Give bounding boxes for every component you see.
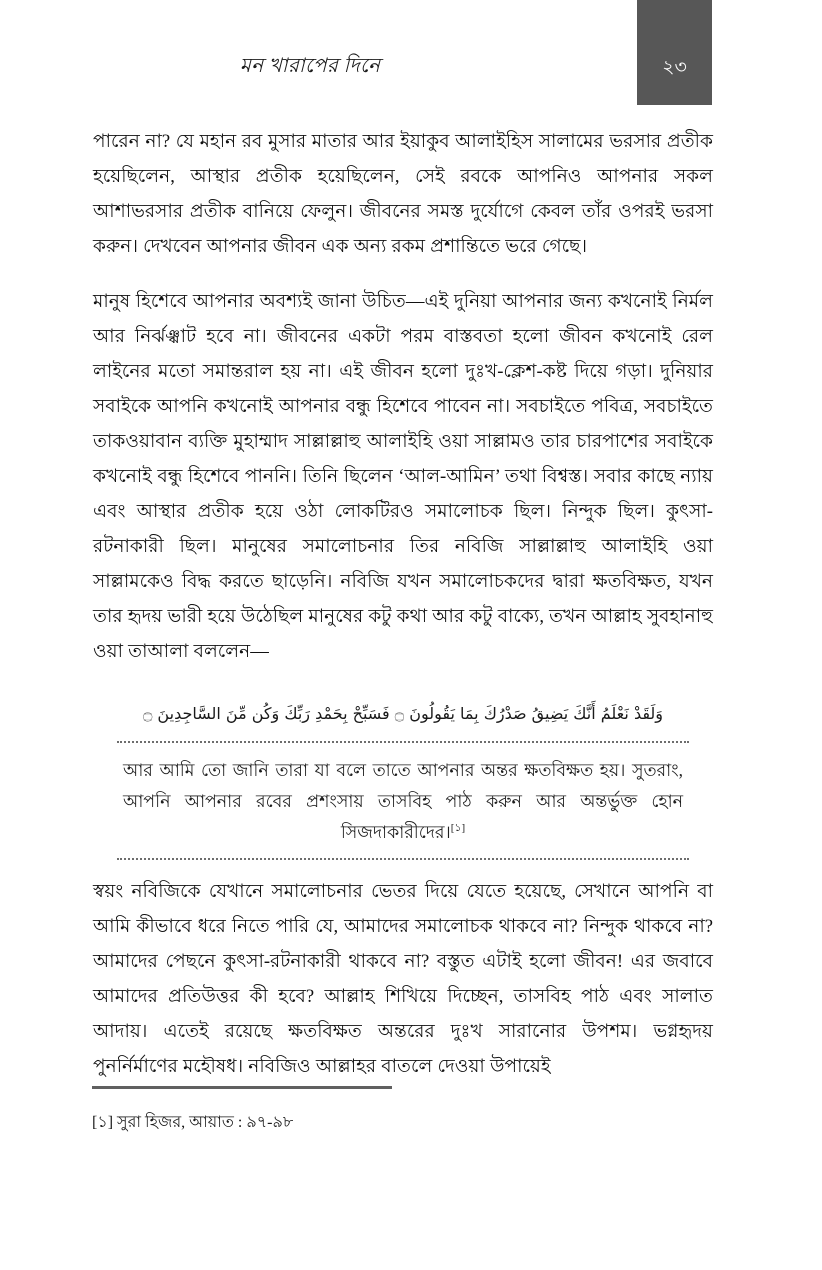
quote-translation-text: আর আমি তো জানি তারা যা বলে তাতে আপনার অন্তর ক্ষতবিক্ষত হয়। সুতরাং, আপনি আপনার রবের প্রশংসায় তাসবিহ পাঠ করুন আর অন্তর্ভুক্ত হোন সিজদাকারীদের।: [123, 760, 683, 842]
footnote-separator-rule: [92, 1086, 392, 1089]
body-paragraph-1: পারেন না? যে মহান রব মুসার মাতার আর ইয়াকুব আলাইহিস সালামের ভরসার প্রতীক হয়েছিলেন, আস্থার প্রতীক হয়েছিলেন, সেই রবকে আপনিও আপনার সকল আশাভরসার প্রতীক বানিয়ে ফেলুন। জীবনের সমস্ত দুর্যোগে কেবল তাঁর ওপরই ভরসা করুন। দেখবেন আপনার জীবন এক অন্য রকম প্রশান্তিতে ভরে গেছে।: [93, 131, 713, 257]
arabic-verse-text: وَلَقَدْ نَعْلَمُ أَنَّكَ يَضِيقُ صَدْرُكَ بِمَا يَقُولُونَ ۝ فَسَبِّحْ بِحَمْدِ رَبِّكَ وَكُن مِّنَ السَّاجِدِينَ ۝: [142, 704, 664, 723]
quote-bottom-divider: [117, 858, 689, 860]
page-content: [93, 124, 713, 1104]
footnote-area: [92, 1086, 732, 1135]
running-header: [0, 0, 822, 108]
quote-translation: [123, 743, 683, 858]
body-paragraph-3: স্বয়ং নবিজিকে যেখানে সমালোচনার ভেতর দিয়ে যেতে হয়েছে, সেখানে আপনি বা আমি কীভাবে ধরে নিতে পারি যে, আমাদের সমালোচক থাকবে না? নিন্দুক থাকবে না? আমাদের পেছনে কুৎসা-রটনাকারী থাকবে না? বস্তুত এটাই হলো জীবন! এর জবাবে আমাদের প্রতিউত্তর কী হবে? আল্লাহ শিখিয়ে দিচ্ছেন, তাসবিহ পাঠ এবং সালাত আদায়। এতেই রয়েছে ক্ষতবিক্ষত অন্তরের দুঃখ সারানোর উপশম। ভগ্নহৃদয় পুনর্নির্মাণের মহৌষধ। নবিজিও আল্লাহর বাতলে দেওয়া উপায়েই: [93, 881, 713, 1077]
body-paragraph-2: মানুষ হিশেবে আপনার অবশ্যই জানা উচিত—এই দুনিয়া আপনার জন্য কখনোই নির্মল আর নির্ঝঞ্ঝাট হবে না। জীবনের একটা পরম বাস্তবতা হলো জীবন কখনোই রেল লাইনের মতো সমান্তরাল হয় না। এই জীবন হলো দুঃখ-ক্লেশ-কষ্ট দিয়ে গড়া। দুনিয়ার সবাইকে আপনি কখনোই আপনার বন্ধু হিশেবে পাবেন না। সবচাইতে পবিত্র, সবচাইতে তাকওয়াবান ব্যক্তি মুহাম্মাদ সাল্লাল্লাহু আলাইহি ওয়া সাল্লামও তার চারপাশের সবাইকে কখনোই বন্ধু হিশেবে পাননি। তিনি ছিলেন ‘আল-আমিন’ তথা বিশ্বস্ত। সবার কাছে ন্যায় এবং আস্থার প্রতীক হয়ে ওঠা লোকটিরও সমালোচক ছিল। নিন্দুক ছিল। কুৎসা-রটনাকারী ছিল। মানুষের সমালোচনার তির নবিজি সাল্লাল্লাহু আলাইহি ওয়া সাল্লামকেও বিদ্ধ করতে ছাড়েনি। নবিজি যখন সমালোচকদের দ্বারা ক্ষতবিক্ষত, যখন তার হৃদয় ভারী হয়ে উঠেছিল মানুষের কটু কথা আর কটু বাক্যে, তখন আল্লাহ সুবহানাহু ওয়া তাআলা বললেন—: [93, 291, 713, 662]
page-number: ২৩: [662, 57, 687, 78]
footnote-text: [১] সুরা হিজর, আয়াত : ৯৭-৯৮: [92, 1114, 294, 1131]
running-header-title: মন খারাপের দিনে: [239, 55, 381, 77]
page-number-box: [637, 0, 712, 105]
footnote-reference-marker[interactable]: [১]: [450, 822, 466, 835]
quotation-block: [93, 689, 713, 860]
